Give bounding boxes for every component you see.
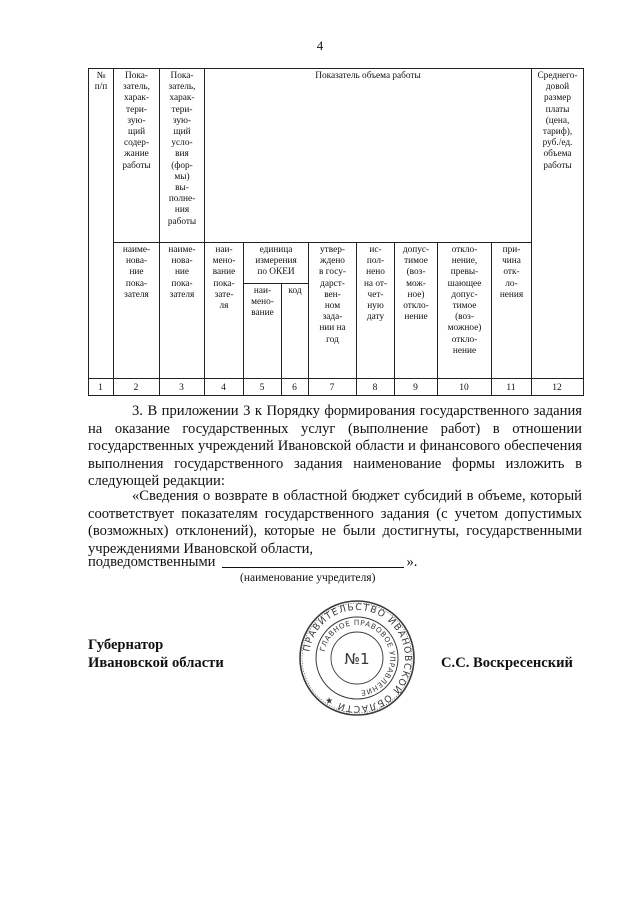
signatory-title-line2: Ивановской области	[88, 655, 224, 671]
signatory-title-line1: Губернатор	[88, 637, 164, 653]
paragraph-3-text: 3. В приложении 3 к Порядку формирования государственного задания на оказание государственных услуг (выполнение работ) в отношении государственных учреждений Ивановской области и финансового обеспечения выполнения государственного задания наименование формы изложить в следующей редакции:	[88, 403, 582, 490]
col-number: 4	[221, 383, 226, 393]
sub-exceeding-deviation: откло- нение, превы- шающее допус- тимое (воз- можное) откло- нение	[447, 245, 482, 356]
col-number: 6	[292, 383, 297, 393]
col-number: 9	[413, 383, 418, 393]
col-volume-header: Показатель объема работы	[315, 71, 421, 81]
sub-unit-okei: единица измерения по ОКЕИ	[255, 245, 297, 278]
col-number: 10	[459, 383, 469, 393]
col-number: 1	[98, 383, 103, 393]
paragraph-3	[88, 403, 582, 491]
col-number: 12	[552, 383, 562, 393]
sub-name-conditions: наиме- нова- ние пока- зателя	[168, 245, 196, 300]
col-number: 11	[506, 383, 516, 393]
sub-name-volume: наи- мено- вание пока- зате- ля	[212, 245, 236, 312]
signatory-name: С.С. Воскресенский	[441, 655, 573, 671]
col-number: 7	[329, 383, 335, 393]
sub-name-content: наиме- нова- ние пока- зателя	[122, 245, 151, 300]
col-number: 3	[179, 383, 184, 393]
page-number: 4	[316, 38, 324, 53]
sub-deviation-reason: при- чина отк- ло- нения	[499, 245, 524, 300]
sub-unit-name: наи- мено- вание	[251, 286, 274, 319]
founder-blank-line	[222, 554, 404, 568]
col-number: 8	[372, 383, 378, 393]
quote-last-word: подведомственными	[88, 554, 216, 570]
col-number: 5	[259, 383, 265, 393]
col-content-header: Пока- затель, харак- тери- зую- щий содер- жание работы	[122, 71, 151, 171]
quote-block	[88, 488, 582, 558]
svg-text:ПРАВИТЕЛЬСТВО ИВАНОВСКОЙ ОБЛАС: ПРАВИТЕЛЬСТВО ИВАНОВСКОЙ ОБЛАСТИ ★	[301, 601, 414, 715]
quote-end: ».	[406, 554, 418, 570]
volume-table	[0, 0, 640, 400]
blank-caption: (наименование учредителя)	[240, 572, 376, 584]
col-conditions-header: Пока- затель, харак- тери- зую- щий усло- вия (фор- мы) вы- полне- ния работы	[167, 71, 197, 227]
sub-unit-code: код	[288, 286, 302, 296]
col-number: 2	[133, 383, 139, 393]
col-avg-fee-header: Среднего- довой размер платы (цена, тариф), руб./ед. объема работы	[537, 71, 578, 171]
col-no-header: № п/п	[94, 71, 108, 93]
svg-text:№1: №1	[344, 650, 370, 668]
quote-last-line	[88, 554, 582, 572]
quote-text: «Сведения о возврате в областной бюджет субсидий в объеме, который соответствует показателям государственного задания (с учетом допустимых (возможных) отклонений), которые не были достигнуты, государственными учреждениями Ивановской области,	[88, 488, 582, 557]
sub-approved: утвер- ждено в госу- дарст- вен- ном зада- нии на год	[319, 245, 346, 345]
sub-allowed-deviation: допус- тимое (воз- мож- ное) откло- нение	[402, 245, 430, 323]
sub-executed: ис- пол- нено на от- чет- ную дату	[363, 245, 388, 323]
official-seal-stamp	[297, 598, 417, 718]
svg-text:ГЛАВНОЕ ПРАВОВОЕ УПРАВЛЕНИЕ: ГЛАВНОЕ ПРАВОВОЕ УПРАВЛЕНИЕ	[317, 617, 398, 698]
